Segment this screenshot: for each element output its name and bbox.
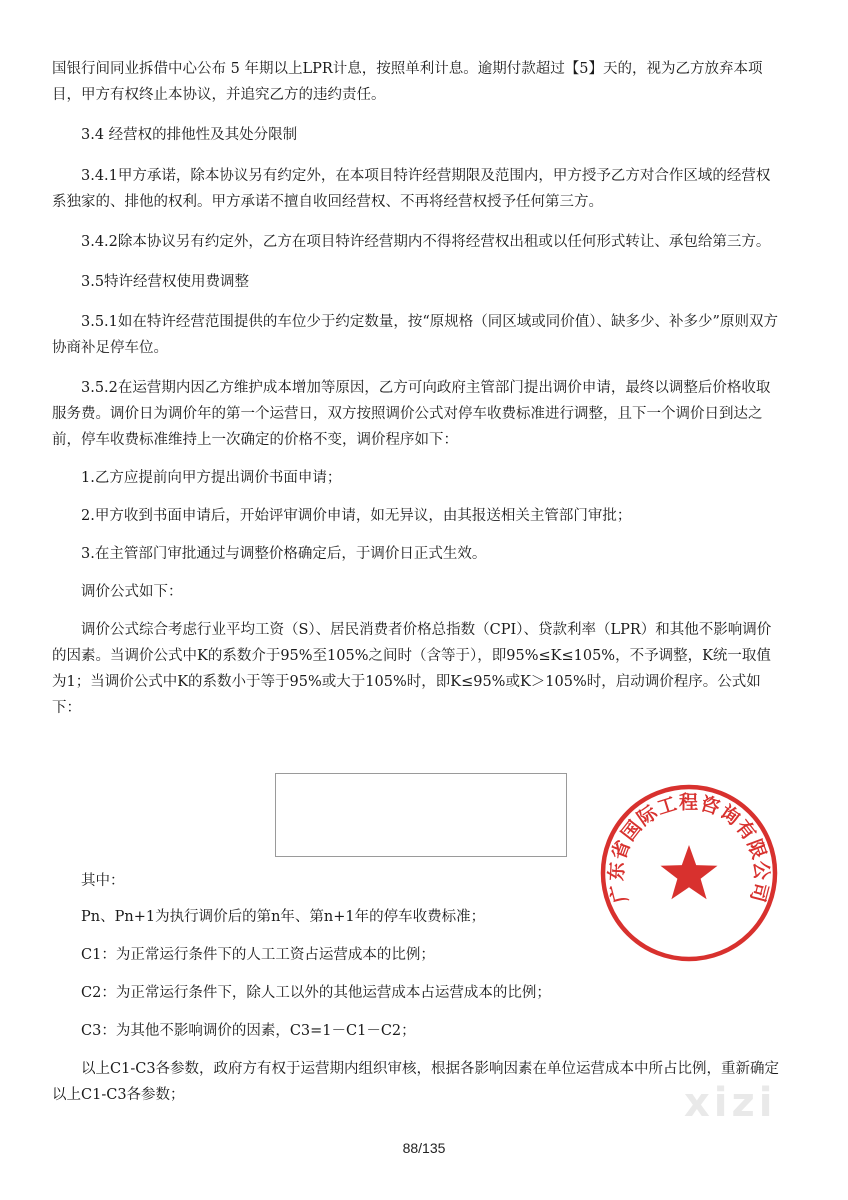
formula-image-placeholder	[275, 773, 567, 857]
page-number: 88/135	[402, 1140, 446, 1156]
paragraph-3-5-2: 3.5.2在运营期内因乙方维护成本增加等原因，乙方可向政府主管部门提出调价申请，最终以调整后价格收取服务费。调价日为调价年的第一个运营日，双方按照调价公式对停车收费标准进行调整，且下一个调价日到达之前，停车收费标准维持上一次确定的价格不变，调价程序如下：	[52, 380, 771, 448]
paragraph-3-4-2: 3.4.2除本协议另有约定外，乙方在项目特许经营期内不得将经营权出租或以任何形式转让、承包给第三方。	[81, 234, 771, 250]
definition-c2: C2：为正常运行条件下，除人工以外的其他运营成本占运营成本的比例；	[81, 985, 551, 1001]
paragraph-qizhong: 其中：	[81, 873, 125, 889]
procedure-step-2: 2.甲方收到书面申请后，开始评审调价申请，如无异议，由其报送相关主管部门审批；	[81, 508, 632, 524]
procedure-step-3: 3.在主管部门审批通过与调整价格确定后，于调价日正式生效。	[81, 546, 487, 562]
paragraph-3-5-1: 3.5.1如在特许经营范围提供的车位少于约定数量，按“原规格（同区域或同价值）、缺多少、补多少”原则双方协商补足停车位。	[52, 314, 778, 356]
paragraph-parameters: 以上C1-C3各参数，政府方有权于运营期内组织审核，根据各影响因素在单位运营成本中所占比例，重新确定以上C1-C3各参数；	[52, 1061, 780, 1103]
paragraph-continuation: 国银行间同业拆借中心公布 5 年期以上LPR计息，按照单利计息。逾期付款超过【5】天的，视为乙方放弃本项目，甲方有权终止本协议，并追究乙方的违约责任。	[52, 61, 763, 103]
company-seal-icon	[598, 782, 780, 964]
formula-description: 调价公式综合考虑行业平均工资（S）、居民消费者价格总指数（CPI）、贷款利率（LPR）和其他不影响调价的因素。当调价公式中K的系数介于95%至105%之间时（含等于），即95%≤K≤105%，不予调整，K统一取值为1；当调价公式中K的系数小于等于95%或大于105%时，即K≤95%或K＞105%时，启动调价程序。公式如下：	[52, 622, 772, 716]
definition-pn: Pn、Pn+1为执行调价后的第n年、第n+1年的停车收费标准；	[81, 909, 486, 925]
body-text-upper	[52, 56, 782, 721]
formula-intro: 调价公式如下：	[81, 584, 183, 600]
definition-c3: C3：为其他不影响调价的因素，C3=1－C1－C2；	[81, 1023, 416, 1039]
site-watermark: xizi	[684, 1080, 777, 1126]
procedure-step-1: 1.乙方应提前向甲方提出调价书面申请；	[81, 470, 342, 486]
heading-3-4: 3.4 经营权的排他性及其处分限制	[81, 127, 298, 143]
heading-3-5: 3.5特许经营权使用费调整	[81, 274, 250, 290]
svg-text:广东省国际工程咨询有限公司: 广东省国际工程咨询有限公司	[605, 791, 773, 906]
definition-c1: C1：为正常运行条件下的人工工资占运营成本的比例；	[81, 947, 435, 963]
paragraph-3-4-1: 3.4.1甲方承诺，除本协议另有约定外，在本项目特许经营期限及范围内，甲方授予乙方对合作区域的经营权系独家的、排他的权利。甲方承诺不擅自收回经营权、不再将经营权授予任何第三方。	[52, 168, 771, 210]
